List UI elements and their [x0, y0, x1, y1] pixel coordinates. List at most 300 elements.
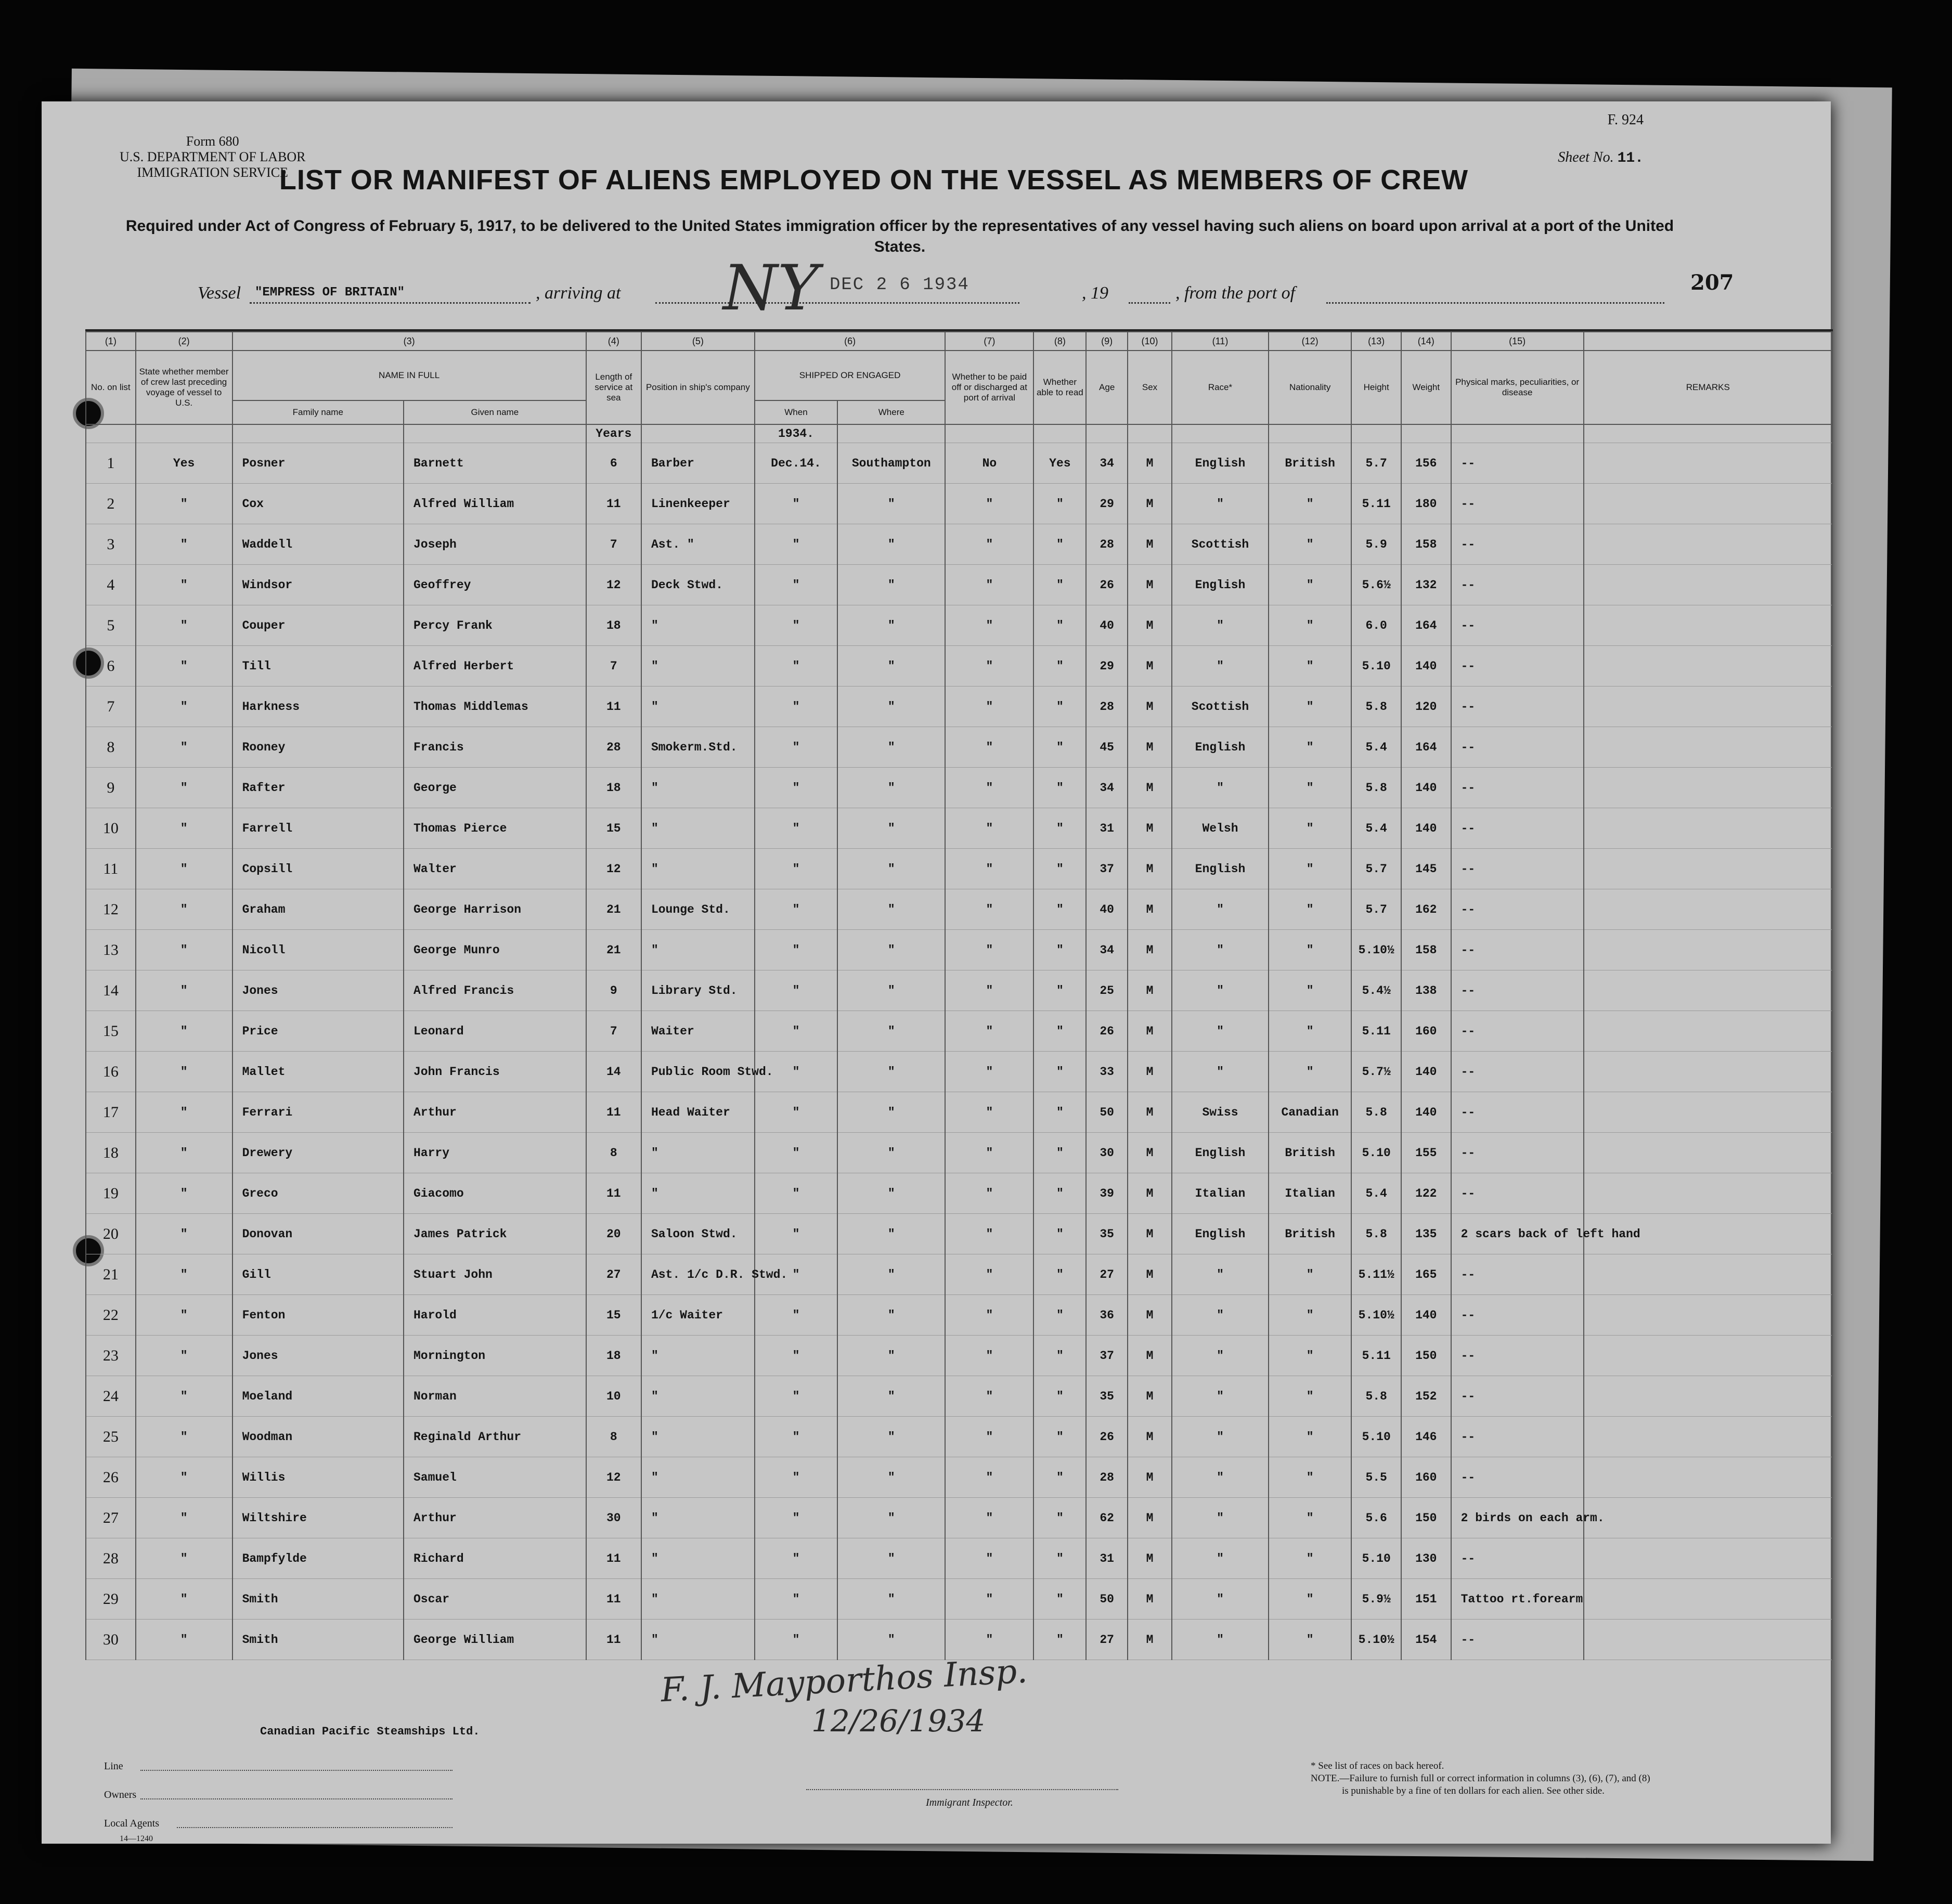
family-name-cell: Bampfylde	[232, 1538, 404, 1579]
nationality-cell: "	[1269, 1052, 1351, 1092]
read-cell: "	[1033, 524, 1086, 565]
height-cell: 5.4	[1351, 1173, 1401, 1214]
given-name-cell: Walter	[404, 849, 586, 889]
physical-marks-cell: --	[1451, 1254, 1584, 1295]
service-cell: 11	[586, 1173, 641, 1214]
sex-cell: M	[1128, 970, 1172, 1011]
when-cell: "	[755, 768, 837, 808]
race-cell: "	[1172, 1579, 1269, 1620]
where-cell: "	[837, 1133, 945, 1173]
paid-off-cell: "	[945, 727, 1033, 768]
sex-cell: M	[1128, 605, 1172, 646]
when-cell: "	[755, 1011, 837, 1052]
col-race: Race*	[1172, 351, 1269, 424]
family-name-cell: Graham	[232, 889, 404, 930]
physical-marks-cell: --	[1451, 889, 1584, 930]
age-cell: 26	[1086, 1417, 1128, 1457]
race-cell: "	[1172, 970, 1269, 1011]
physical-marks-cell: --	[1451, 1336, 1584, 1376]
prev-voyage-cell: "	[136, 1254, 232, 1295]
row-number: 14	[86, 970, 136, 1011]
race-cell: "	[1172, 1336, 1269, 1376]
remarks-cell	[1584, 1376, 1832, 1417]
nationality-cell: "	[1269, 524, 1351, 565]
read-cell: "	[1033, 1376, 1086, 1417]
height-cell: 5.4½	[1351, 970, 1401, 1011]
table-row	[86, 1052, 1832, 1092]
position-cell: Ast. "	[641, 524, 755, 565]
age-cell: 28	[1086, 1457, 1128, 1498]
where-cell: "	[837, 1011, 945, 1052]
prev-voyage-cell: "	[136, 1620, 232, 1660]
col-when: When	[755, 400, 837, 424]
height-cell: 5.10	[1351, 646, 1401, 687]
paid-off-cell: "	[945, 1620, 1033, 1660]
read-cell: "	[1033, 768, 1086, 808]
row-number: 5	[86, 605, 136, 646]
race-cell: English	[1172, 443, 1269, 484]
weight-cell: 152	[1401, 1376, 1451, 1417]
table-row	[86, 605, 1832, 646]
paid-off-cell: "	[945, 1133, 1033, 1173]
race-cell: "	[1172, 1052, 1269, 1092]
service-cell: 11	[586, 1092, 641, 1133]
sex-cell: M	[1128, 1538, 1172, 1579]
row-number: 26	[86, 1457, 136, 1498]
col-weight: Weight	[1401, 351, 1451, 424]
race-cell: "	[1172, 889, 1269, 930]
paid-off-cell: "	[945, 1173, 1033, 1214]
age-cell: 40	[1086, 889, 1128, 930]
family-name-cell: Harkness	[232, 687, 404, 727]
table-row	[86, 1173, 1832, 1214]
physical-marks-cell: --	[1451, 970, 1584, 1011]
where-cell: "	[837, 1579, 945, 1620]
prev-voyage-cell: "	[136, 970, 232, 1011]
remarks-cell	[1584, 768, 1832, 808]
table-row	[86, 1092, 1832, 1133]
table-row	[86, 1417, 1832, 1457]
read-cell: "	[1033, 1579, 1086, 1620]
service-cell: 11	[586, 484, 641, 524]
table-row	[86, 1498, 1832, 1538]
row-number: 24	[86, 1376, 136, 1417]
physical-marks-cell: --	[1451, 768, 1584, 808]
when-cell: "	[755, 727, 837, 768]
paid-off-cell: "	[945, 1011, 1033, 1052]
prev-voyage-cell: "	[136, 1417, 232, 1457]
prev-voyage-cell: "	[136, 768, 232, 808]
given-name-cell: George Munro	[404, 930, 586, 970]
family-name-cell: Smith	[232, 1579, 404, 1620]
when-cell: "	[755, 646, 837, 687]
service-cell: 21	[586, 930, 641, 970]
col-prev-voyage: State whether member of crew last preceding voyage of vessel to U.S.	[136, 351, 232, 424]
table-row	[86, 484, 1832, 524]
paid-off-cell: "	[945, 1538, 1033, 1579]
height-cell: 5.5	[1351, 1457, 1401, 1498]
row-number: 9	[86, 768, 136, 808]
position-cell: "	[641, 930, 755, 970]
vessel-label: Vessel	[198, 283, 241, 303]
service-cell: 12	[586, 1457, 641, 1498]
weight-cell: 156	[1401, 443, 1451, 484]
nationality-cell: "	[1269, 1457, 1351, 1498]
weight-cell: 164	[1401, 605, 1451, 646]
paid-off-cell: "	[945, 849, 1033, 889]
position-cell: "	[641, 1620, 755, 1660]
read-cell: Yes	[1033, 443, 1086, 484]
where-cell: "	[837, 1457, 945, 1498]
where-cell: "	[837, 1620, 945, 1660]
service-cell: 11	[586, 687, 641, 727]
weight-cell: 140	[1401, 1295, 1451, 1336]
when-cell: "	[755, 1538, 837, 1579]
race-cell: English	[1172, 849, 1269, 889]
position-cell: Public Room Stwd.	[641, 1052, 755, 1092]
physical-marks-cell: --	[1451, 605, 1584, 646]
row-number: 11	[86, 849, 136, 889]
year-entry: 1934.	[755, 424, 837, 443]
family-name-cell: Waddell	[232, 524, 404, 565]
table-row	[86, 970, 1832, 1011]
service-cell: 18	[586, 768, 641, 808]
nationality-cell: British	[1269, 443, 1351, 484]
height-cell: 5.8	[1351, 768, 1401, 808]
physical-marks-cell: --	[1451, 727, 1584, 768]
table-row	[86, 565, 1832, 605]
read-cell: "	[1033, 727, 1086, 768]
age-cell: 26	[1086, 565, 1128, 605]
physical-marks-cell: --	[1451, 646, 1584, 687]
read-cell: "	[1033, 646, 1086, 687]
when-cell: "	[755, 1173, 837, 1214]
nationality-cell: "	[1269, 1498, 1351, 1538]
paid-off-cell: "	[945, 889, 1033, 930]
paid-off-cell: "	[945, 646, 1033, 687]
height-cell: 5.10½	[1351, 1620, 1401, 1660]
col-sex: Sex	[1128, 351, 1172, 424]
given-name-cell: Harold	[404, 1295, 586, 1336]
where-cell: "	[837, 1498, 945, 1538]
physical-marks-cell: --	[1451, 849, 1584, 889]
col-where: Where	[837, 400, 945, 424]
prev-voyage-cell: "	[136, 646, 232, 687]
family-name-cell: Mallet	[232, 1052, 404, 1092]
table-row	[86, 524, 1832, 565]
weight-cell: 140	[1401, 1092, 1451, 1133]
from-port-label: , from the port of	[1175, 283, 1296, 303]
position-cell: "	[641, 808, 755, 849]
table-row	[86, 1620, 1832, 1660]
prev-voyage-cell: Yes	[136, 443, 232, 484]
row-number: 23	[86, 1336, 136, 1376]
inspector-label: Immigrant Inspector.	[926, 1797, 1013, 1808]
row-number: 21	[86, 1254, 136, 1295]
row-number: 1	[86, 443, 136, 484]
family-name-cell: Drewery	[232, 1133, 404, 1173]
nationality-cell: "	[1269, 605, 1351, 646]
nationality-cell: "	[1269, 1254, 1351, 1295]
paid-off-cell: "	[945, 1417, 1033, 1457]
col-shipped: SHIPPED OR ENGAGED	[755, 351, 946, 400]
physical-marks-cell: --	[1451, 1092, 1584, 1133]
service-cell: 14	[586, 1052, 641, 1092]
service-cell: 11	[586, 1620, 641, 1660]
remarks-cell	[1584, 1133, 1832, 1173]
family-name-cell: Till	[232, 646, 404, 687]
weight-cell: 165	[1401, 1254, 1451, 1295]
table-row	[86, 930, 1832, 970]
weight-cell: 155	[1401, 1133, 1451, 1173]
age-cell: 29	[1086, 646, 1128, 687]
read-cell: "	[1033, 1214, 1086, 1254]
prev-voyage-cell: "	[136, 1579, 232, 1620]
nationality-cell: "	[1269, 1295, 1351, 1336]
table-row	[86, 727, 1832, 768]
where-cell: "	[837, 565, 945, 605]
physical-marks-cell: --	[1451, 524, 1584, 565]
family-name-cell: Fenton	[232, 1295, 404, 1336]
family-name-cell: Gill	[232, 1254, 404, 1295]
service-cell: 15	[586, 1295, 641, 1336]
height-cell: 5.9	[1351, 524, 1401, 565]
remarks-cell	[1584, 605, 1832, 646]
prev-voyage-cell: "	[136, 484, 232, 524]
row-number: 12	[86, 889, 136, 930]
row-number: 30	[86, 1620, 136, 1660]
paid-off-cell: "	[945, 970, 1033, 1011]
physical-marks-cell: --	[1451, 1417, 1584, 1457]
age-cell: 37	[1086, 1336, 1128, 1376]
race-cell: "	[1172, 646, 1269, 687]
row-number: 4	[86, 565, 136, 605]
height-cell: 5.6½	[1351, 565, 1401, 605]
race-cell: "	[1172, 1417, 1269, 1457]
when-cell: "	[755, 605, 837, 646]
where-cell: "	[837, 1295, 945, 1336]
remarks-cell	[1584, 930, 1832, 970]
remarks-cell	[1584, 849, 1832, 889]
physical-marks-cell: --	[1451, 930, 1584, 970]
height-cell: 5.10½	[1351, 930, 1401, 970]
paid-off-cell: "	[945, 1214, 1033, 1254]
sex-cell: M	[1128, 1579, 1172, 1620]
where-cell: "	[837, 524, 945, 565]
race-cell: "	[1172, 768, 1269, 808]
family-name-cell: Copsill	[232, 849, 404, 889]
form-print-code: 14—1240	[120, 1834, 153, 1843]
nationality-cell: "	[1269, 565, 1351, 605]
height-cell: 5.10½	[1351, 1295, 1401, 1336]
physical-marks-cell: --	[1451, 687, 1584, 727]
race-cell: Swiss	[1172, 1092, 1269, 1133]
nationality-cell: "	[1269, 484, 1351, 524]
where-cell: "	[837, 646, 945, 687]
where-cell: "	[837, 1254, 945, 1295]
prev-voyage-cell: "	[136, 849, 232, 889]
given-name-cell: Geoffrey	[404, 565, 586, 605]
read-cell: "	[1033, 1295, 1086, 1336]
position-cell: 1/c Waiter	[641, 1295, 755, 1336]
table-row	[86, 1538, 1832, 1579]
service-cell: 18	[586, 605, 641, 646]
physical-marks-cell: --	[1451, 1011, 1584, 1052]
weight-cell: 140	[1401, 646, 1451, 687]
race-cell: Scottish	[1172, 687, 1269, 727]
height-cell: 5.11	[1351, 1336, 1401, 1376]
sex-cell: M	[1128, 1214, 1172, 1254]
vessel-name: "EMPRESS OF BRITAIN"	[255, 286, 405, 300]
column-number-row: (1) (2) (3) (4) (5) (6) (7) (8) (9) (10) (11) (12) (13) (14) (15)	[86, 332, 1832, 351]
sex-cell: M	[1128, 1052, 1172, 1092]
weight-cell: 140	[1401, 808, 1451, 849]
age-cell: 30	[1086, 1133, 1128, 1173]
remarks-cell	[1584, 889, 1832, 930]
prev-voyage-cell: "	[136, 1336, 232, 1376]
given-name-cell: Oscar	[404, 1579, 586, 1620]
given-name-cell: George William	[404, 1620, 586, 1660]
where-cell: "	[837, 727, 945, 768]
position-cell: Smokerm.Std.	[641, 727, 755, 768]
weight-cell: 120	[1401, 687, 1451, 727]
weight-cell: 164	[1401, 727, 1451, 768]
when-cell: "	[755, 687, 837, 727]
remarks-cell	[1584, 1620, 1832, 1660]
read-cell: "	[1033, 889, 1086, 930]
remarks-cell	[1584, 687, 1832, 727]
age-cell: 33	[1086, 1052, 1128, 1092]
sex-cell: M	[1128, 1498, 1172, 1538]
sex-cell: M	[1128, 768, 1172, 808]
col-family-name: Family name	[232, 400, 404, 424]
where-cell: "	[837, 1173, 945, 1214]
read-cell: "	[1033, 605, 1086, 646]
age-cell: 40	[1086, 605, 1128, 646]
col-given-name: Given name	[404, 400, 586, 424]
sex-cell: M	[1128, 1011, 1172, 1052]
position-cell: Head Waiter	[641, 1092, 755, 1133]
paid-off-cell: "	[945, 808, 1033, 849]
race-cell: "	[1172, 1498, 1269, 1538]
position-cell: "	[641, 849, 755, 889]
read-cell: "	[1033, 808, 1086, 849]
prev-voyage-cell: "	[136, 524, 232, 565]
weight-cell: 145	[1401, 849, 1451, 889]
physical-marks-cell: --	[1451, 1295, 1584, 1336]
read-cell: "	[1033, 1254, 1086, 1295]
sex-cell: M	[1128, 849, 1172, 889]
remarks-cell	[1584, 1336, 1832, 1376]
given-name-cell: Stuart John	[404, 1254, 586, 1295]
arriving-label: , arriving at	[536, 283, 621, 303]
inspector-signature: F. J. Mayporthos Insp.	[660, 1652, 1029, 1710]
position-cell: "	[641, 768, 755, 808]
race-cell: English	[1172, 1133, 1269, 1173]
paid-off-cell: "	[945, 1295, 1033, 1336]
remarks-cell	[1584, 646, 1832, 687]
position-cell: Barber	[641, 443, 755, 484]
weight-cell: 158	[1401, 524, 1451, 565]
weight-cell: 146	[1401, 1417, 1451, 1457]
where-cell: "	[837, 970, 945, 1011]
physical-marks-cell: --	[1451, 565, 1584, 605]
given-name-cell: Thomas Pierce	[404, 808, 586, 849]
col-remarks: REMARKS	[1584, 351, 1832, 424]
col-name: NAME IN FULL	[232, 351, 586, 400]
position-cell: "	[641, 1376, 755, 1417]
row-number: 8	[86, 727, 136, 768]
nationality-cell: "	[1269, 1376, 1351, 1417]
remarks-cell	[1584, 1295, 1832, 1336]
read-cell: "	[1033, 1336, 1086, 1376]
table-row	[86, 1336, 1832, 1376]
family-name-cell: Couper	[232, 605, 404, 646]
remarks-cell	[1584, 727, 1832, 768]
paid-off-cell: "	[945, 605, 1033, 646]
race-cell: "	[1172, 605, 1269, 646]
age-cell: 34	[1086, 768, 1128, 808]
race-cell: "	[1172, 1376, 1269, 1417]
row-number: 17	[86, 1092, 136, 1133]
table-row	[86, 1295, 1832, 1336]
service-cell: 30	[586, 1498, 641, 1538]
family-name-cell: Windsor	[232, 565, 404, 605]
when-cell: "	[755, 1457, 837, 1498]
physical-marks-cell: Tattoo rt.forearm	[1451, 1579, 1584, 1620]
where-cell: "	[837, 687, 945, 727]
family-name-cell: Price	[232, 1011, 404, 1052]
prev-voyage-cell: "	[136, 1011, 232, 1052]
col-age: Age	[1086, 351, 1128, 424]
service-cell: 8	[586, 1133, 641, 1173]
service-cell: 12	[586, 565, 641, 605]
position-cell: Lounge Std.	[641, 889, 755, 930]
date-stamp: DEC 2 6 1934	[830, 275, 969, 295]
weight-cell: 138	[1401, 970, 1451, 1011]
service-cell: 7	[586, 524, 641, 565]
family-name-cell: Donovan	[232, 1214, 404, 1254]
height-cell: 5.8	[1351, 1376, 1401, 1417]
physical-marks-cell: --	[1451, 1173, 1584, 1214]
height-cell: 5.7	[1351, 849, 1401, 889]
nationality-cell: "	[1269, 930, 1351, 970]
paid-off-cell: "	[945, 768, 1033, 808]
nationality-cell: "	[1269, 727, 1351, 768]
physical-marks-cell: --	[1451, 1538, 1584, 1579]
company-name: Canadian Pacific Steamships Ltd.	[260, 1725, 480, 1738]
read-cell: "	[1033, 1092, 1086, 1133]
paid-off-cell: "	[945, 1092, 1033, 1133]
height-cell: 5.11½	[1351, 1254, 1401, 1295]
given-name-cell: Mornington	[404, 1336, 586, 1376]
position-cell: Ast. 1/c D.R. Stwd.	[641, 1254, 755, 1295]
paid-off-cell: "	[945, 1579, 1033, 1620]
position-cell: "	[641, 646, 755, 687]
prev-voyage-cell: "	[136, 1173, 232, 1214]
table-row	[86, 687, 1832, 727]
physical-marks-cell: 2 scars back of left hand	[1451, 1214, 1584, 1254]
row-number: 18	[86, 1133, 136, 1173]
age-cell: 45	[1086, 727, 1128, 768]
height-cell: 5.8	[1351, 1092, 1401, 1133]
paid-off-cell: No	[945, 443, 1033, 484]
where-cell: "	[837, 768, 945, 808]
weight-cell: 160	[1401, 1011, 1451, 1052]
remarks-cell	[1584, 1457, 1832, 1498]
position-cell: "	[641, 1498, 755, 1538]
weight-cell: 140	[1401, 768, 1451, 808]
